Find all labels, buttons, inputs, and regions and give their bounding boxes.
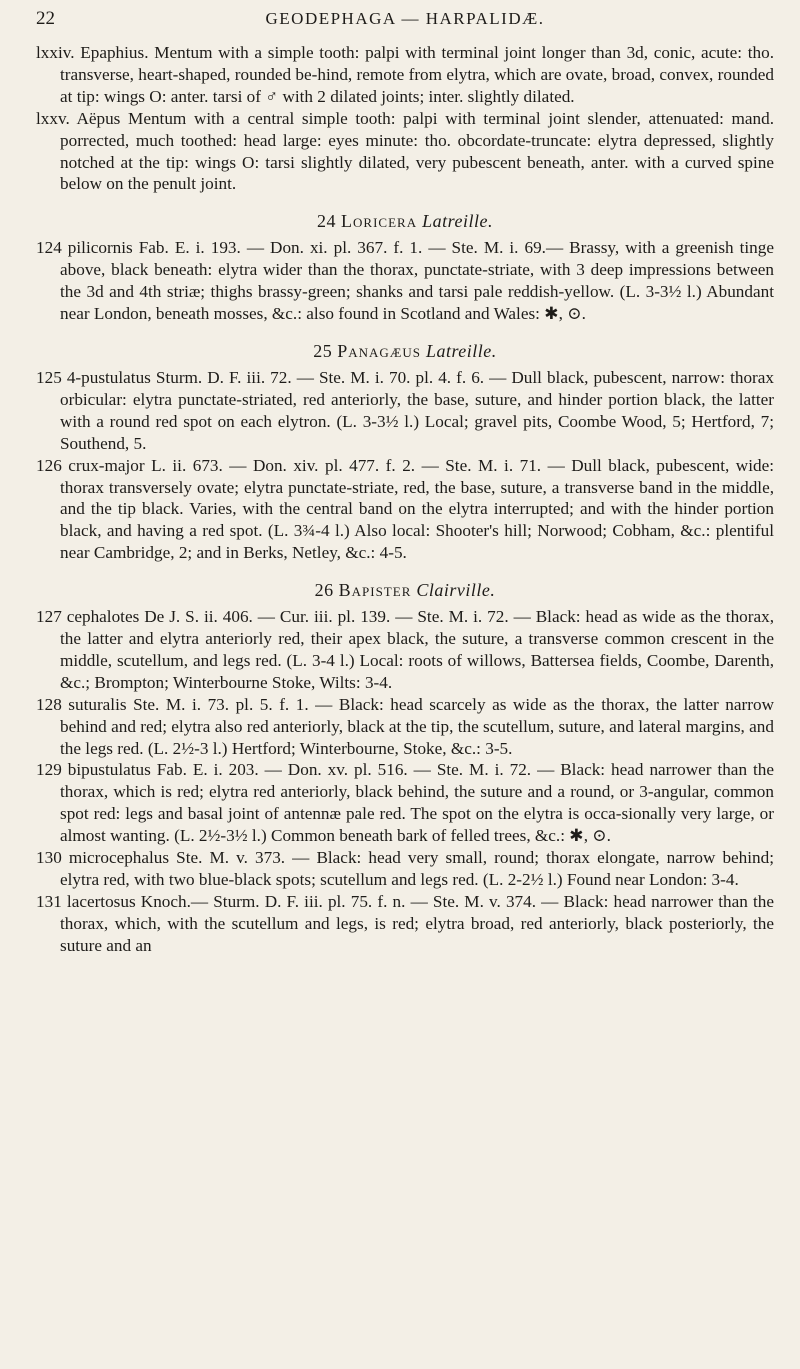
genus-name: Panagæus <box>337 340 421 361</box>
species-entry-124: 124 pilicornis Fab. E. i. 193. — Don. xi. pl. 367. f. 1. — Ste. M. i. 69.— Brassy, with a greenish tinge above, black beneath: elytra wider than the thorax, punctate-striate, with 3 deep impressions between the 3d and 4th striæ; thighs brassy-green; shanks and tarsi pale reddish-yellow. (L. 3-3½ l.) Abundant near London, beneath mosses, &c.: also found in Scotland and Wales: ✱, ⊙. <box>36 238 774 324</box>
genus-name: Loricera <box>341 211 418 232</box>
running-title: GEODEPHAGA — HARPALIDÆ. <box>265 9 545 28</box>
section-number: 25 <box>313 340 333 361</box>
page-number: 22 <box>36 8 55 29</box>
species-entry-129: 129 bipustulatus Fab. E. i. 203. — Don. xv. pl. 516. — Ste. M. i. 72. — Black: head narrower than the thorax, which is red; elytra red anteriorly, black behind, the suture and a round, or 3-angular, common spot red: legs and basal joint of antennæ pale red. The spot on the elytra is occa-sionally very large, or almost wanting. (L. 2½-3½ l.) Common beneath bark of felled trees, &c.: ✱, ⊙. <box>36 760 774 846</box>
genus-entry-lxxv: lxxv. Aëpus Mentum with a central simple tooth: palpi with terminal joint slender, attenuated: mand. porrected, much toothed: head large: eyes minute: tho. obcordate-truncate: elytra depressed, slightly notched at the tip: wings O: tarsi slightly dilated, very pubescent beneath, anter. with a curved spine below on the penult joint. <box>36 108 774 194</box>
species-entry-128: 128 suturalis Ste. M. i. 73. pl. 5. f. 1. — Black: head scarcely as wide as the thorax, the latter narrow behind and red; elytra also red anteriorly, black at the tip, the scutellum, suture, and lateral margins, and the legs red. (L. 2½-3 l.) Hertford; Winterbourne, Stoke, &c.: 3-5. <box>36 694 774 758</box>
section-number: 26 <box>314 580 334 601</box>
section-heading-panagaeus <box>36 339 774 363</box>
section-heading-loricera <box>36 209 774 233</box>
genus-name: Bapister <box>338 580 412 601</box>
species-entry-126: 126 crux-major L. ii. 673. — Don. xiv. pl. 477. f. 2. — Ste. M. i. 71. — Dull black, pubescent, wide: thorax transversely ovate; elytra punctate-striate, red, the base, suture, a transverse band in the middle, and the tip black. Varies, with the central band on the elytra interrupted; and with the hinder portion black, and having a red spot. (L. 3¾-4 l.) Also local: Shooter's hill; Norwood; Cobham, &c.: plentiful near Cambridge, 2; and in Berks, Netley, &c.: 4-5. <box>36 455 774 563</box>
genus-entry-lxxiv: lxxiv. Epaphius. Mentum with a simple tooth: palpi with terminal joint longer than 3d, conic, acute: tho. transverse, heart-shaped, rounded be-hind, remote from elytra, which are ovate, broad, convex, rounded at tip: wings O: anter. tarsi of ♂ with 2 dilated joints; inter. slightly dilated. <box>36 43 774 106</box>
genus-author: Clairville. <box>416 580 496 601</box>
species-entry-125: 125 4-pustulatus Sturm. D. F. iii. 72. — Ste. M. i. 70. pl. 4. f. 6. — Dull black, pubescent, narrow: thorax orbicular: elytra punctate-striated, red anteriorly, the base, suture, and hinder portion black, the latter with a round red spot on each elytron. (L. 3-3½ l.) Local; gravel pits, Coombe Wood, 5; Hertford, 7; Southend, 5. <box>36 367 774 453</box>
section-number: 24 <box>317 211 337 232</box>
species-entry-130: 130 microcephalus Ste. M. v. 373. — Black: head very small, round; thorax elongate, narrow behind; elytra red, with two blue-black spots; scutellum and legs red. (L. 2-2½ l.) Found near London: 3-4. <box>36 848 774 889</box>
section-heading-bapister <box>36 578 774 602</box>
species-entry-127: 127 cephalotes De J. S. ii. 406. — Cur. iii. pl. 139. — Ste. M. i. 72. — Black: head as wide as the thorax, the latter and elytra anteriorly red, their apex black, the suture, a transverse common crescent in the middle, scutellum, and legs red. (L. 3-4 l.) Local: roots of willows, Battersea fields, Coombe, Darenth, &c.; Brompton; Winterbourne Stoke, Wilts: 3-4. <box>36 607 774 692</box>
genus-author: Latreille. <box>425 340 497 361</box>
species-entry-131: 131 lacertosus Knoch.— Sturm. D. F. iii. pl. 75. f. n. — Ste. M. v. 374. — Black: head narrower than the thorax, which, with the scutellum and legs, is red; elytra broad, red anteriorly, black posteriorly, the suture and an <box>36 891 774 955</box>
page-header <box>36 8 774 42</box>
genus-author: Latreille. <box>422 211 493 232</box>
